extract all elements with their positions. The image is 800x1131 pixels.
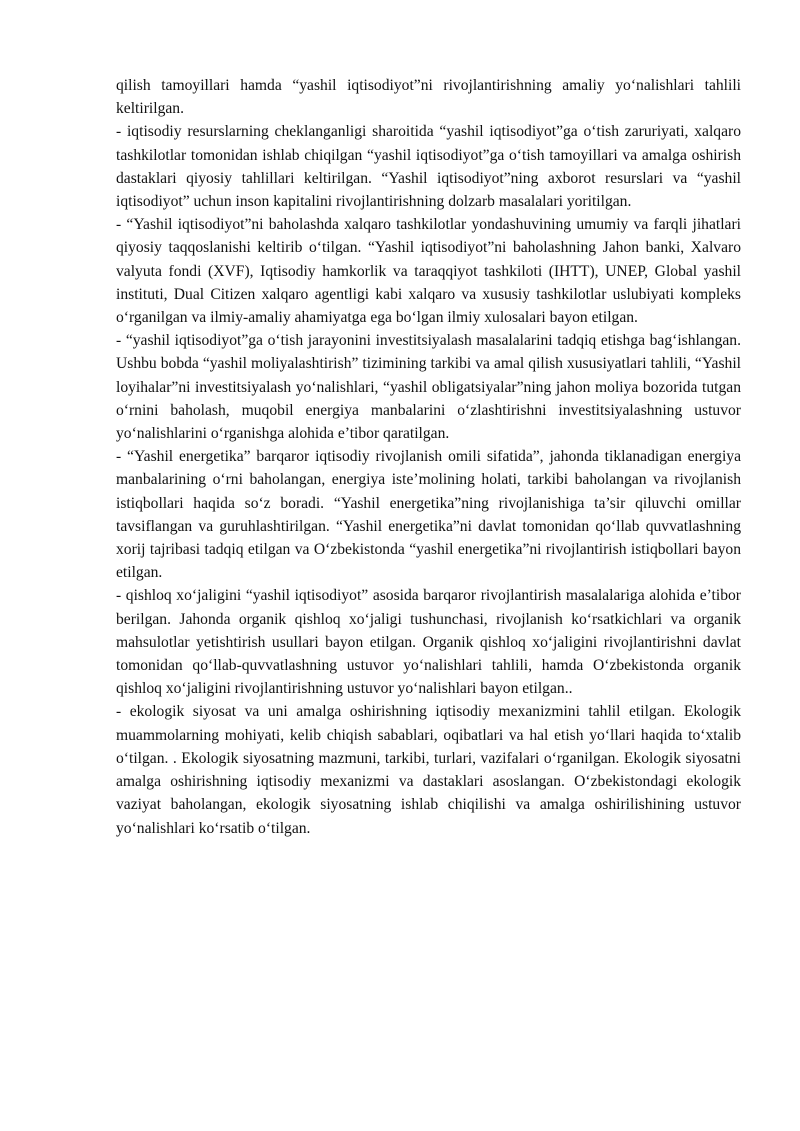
paragraph: - “Yashil energetika” barqaror iqtisodiy rivojlanish omili sifatida”, jahonda tiklanadigan energiya manbalarining o‘rni baholangan, energiya iste’molining holati, tarkibi baholangan va rivojlanish istiqbollari haqida so‘z boradi. “Yashil energetika”ning rivojlanishiga ta’sir qiluvchi omillar tavsiflangan va guruhlashtirilgan. “Yashil energetika”ni davlat tomonidan qo‘llab quvvatlashning xorij tajribasi tadqiq etilgan va O‘zbekistonda “yashil energetika”ni rivojlantirish istiqbollari bayon etilgan.: [116, 448, 741, 582]
paragraph: - “Yashil iqtisodiyot”ni baholashda xalqaro tashkilotlar yondashuvining umumiy va farqli jihatlari qiyosiy taqqoslanishi keltirib o‘tilgan. “Yashil iqtisodiyot”ni baholashning Jahon banki, Xalvaro valyuta fondi (XVF), Iqtisodiy hamkorlik va taraqqiyot tashkiloti (IHTT), UNEP, Global yashil instituti, Dual Citizen xalqaro agentligi kabi xalqaro va xususiy tashkilotlar uslubiyati kompleks o‘rganilgan va ilmiy-amaliy ahamiyatga ega bo‘lgan ilmiy xulosalari bayon etilgan.: [116, 216, 741, 327]
paragraph: - “yashil iqtisodiyot”ga o‘tish jarayonini investitsiyalash masalalarini tadqiq etishga bag‘ishlangan. Ushbu bobda “yashil moliyalashtirish” tizimining tarkibi va amal qilish xususiyatlari tahlili, “Yashil loyihalar”ni investitsiyalash yo‘nalishlari, “yashil obligatsiyalar”ning jahon moliya bozorida tutgan o‘rnini baholash, muqobil energiya manbalarini o‘zlashtirishni investitsiyalashning ustuvor yo‘nalishlarini o‘rganishga alohida e’tibor qaratilgan.: [116, 332, 741, 443]
paragraph: - ekologik siyosat va uni amalga oshirishning iqtisodiy mexanizmini tahlil etilgan. Ekologik muammolarning mohiyati, kelib chiqish sabablari, oqibatlari va hal etish yo‘llari haqida to‘xtalib o‘tilgan. . Ekologik siyosatning mazmuni, tarkibi, turlari, vazifalari o‘rganilgan. Ekologik siyosatni amalga oshirishning iqtisodiy mexanizmi va dastaklari asoslangan. O‘zbekistondagi ekologik vaziyat baholangan, ekologik siyosatning ishlab chiqilishi va amalga oshirilishining ustuvor yo‘nalishlari ko‘rsatib o‘tilgan.: [116, 703, 741, 837]
document-page: [116, 74, 741, 840]
paragraph: - iqtisodiy resurslarning cheklanganligi sharoitida “yashil iqtisodiyot”ga o‘tish zaruriyati, xalqaro tashkilotlar tomonidan ishlab chiqilgan “yashil iqtisodiyot”ga o‘tish tamoyillari va amalga oshirish dastaklari qiyosiy tahlillari keltirilgan. “Yashil iqtisodiyot”ning axborot resurslari va “yashil iqtisodiyot” uchun inson kapitalini rivojlantirishning dolzarb masalalari yoritilgan.: [116, 123, 741, 211]
paragraph: qilish tamoyillari hamda “yashil iqtisodiyot”ni rivojlantirishning amaliy yo‘nalishlari tahlili keltirilgan.: [116, 77, 741, 118]
paragraph: - qishloq xo‘jaligini “yashil iqtisodiyot” asosida barqaror rivojlantirish masalalariga alohida e’tibor berilgan. Jahonda organik qishloq xo‘jaligi tushunchasi, rivojlanish ko‘rsatkichlari va organik mahsulotlar yetishtirish usullari bayon etilgan. Organik qishloq xo‘jaligini rivojlantirishni davlat tomonidan qo‘llab-quvvatlashning ustuvor yo‘nalishlari tahlili, hamda O‘zbekistonda organik qishloq xo‘jaligini rivojlantirishning ustuvor yo‘nalishlari bayon etilgan..: [116, 587, 741, 698]
